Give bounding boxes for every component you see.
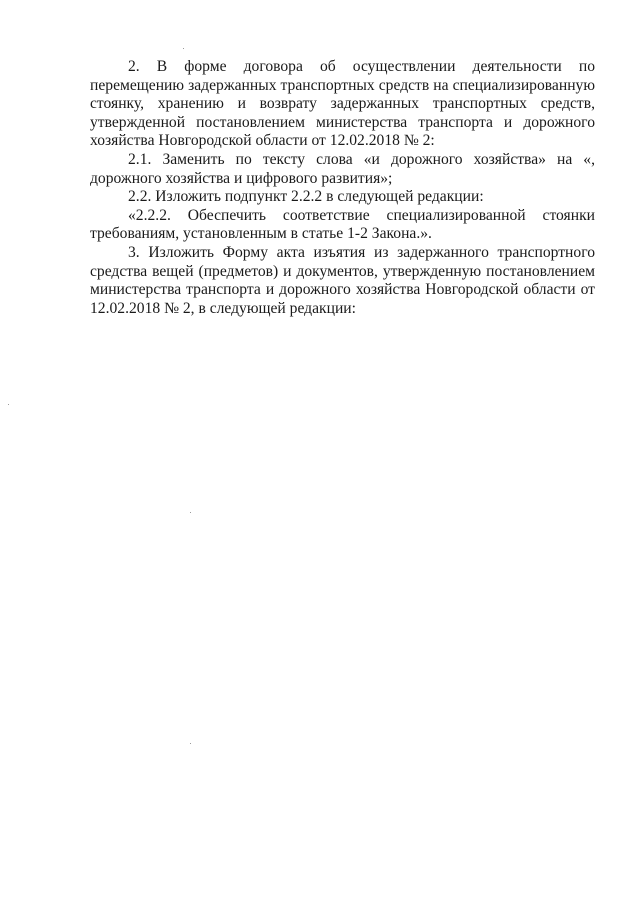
scan-speck bbox=[8, 404, 9, 405]
paragraph-2-2-2: «2.2.2. Обеспечить соответствие специализированной стоянки требованиям, установленным в статье 1-2 Закона.». bbox=[90, 206, 595, 243]
paragraph-3: 3. Изложить Форму акта изъятия из задержанного транспортного средства вещей (предметов) и документов, утвержденную постановлением министерства транспорта и дорожного хозяйства Новгородской области от 12.02.2018 № 2, в следующей редакции: bbox=[90, 243, 595, 317]
paragraph-2-1: 2.1. Заменить по тексту слова «и дорожного хозяйства» на «, дорожного хозяйства и цифрового развития»; bbox=[90, 150, 595, 187]
scan-speck bbox=[183, 48, 184, 49]
paragraph-2-2: 2.2. Изложить подпункт 2.2.2 в следующей редакции: bbox=[128, 188, 484, 206]
scan-speck bbox=[190, 512, 191, 513]
document-body bbox=[90, 58, 595, 318]
paragraph-2: 2. В форме договора об осуществлении деятельности по перемещению задержанных транспортных средств на специализированную стоянку, хранению и возврату задержанных транспортных средств, утвержденной постановлением министерства транспорта и дорожного хозяйства Новгородской области от 12.02.2018 № 2: bbox=[90, 58, 595, 150]
scan-speck bbox=[190, 743, 191, 744]
